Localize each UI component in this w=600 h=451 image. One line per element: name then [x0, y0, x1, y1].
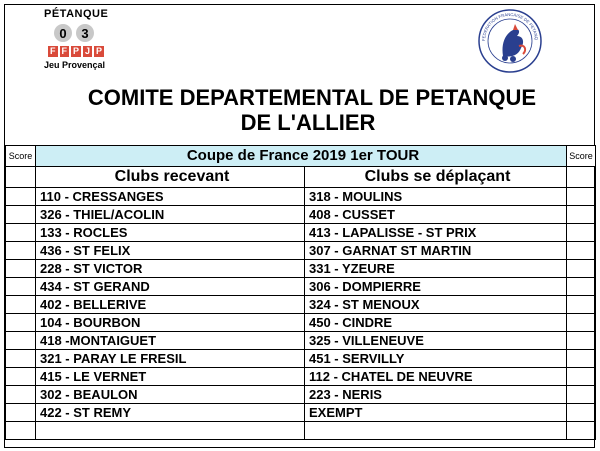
table-row — [6, 368, 596, 386]
table-row — [6, 386, 596, 404]
home-club: 302 - BEAULON — [36, 386, 305, 404]
score-cell — [6, 404, 36, 422]
logo-digit: 0 — [54, 24, 72, 42]
score-cell — [567, 260, 596, 278]
home-club: 415 - LE VERNET — [36, 368, 305, 386]
score-cell — [6, 278, 36, 296]
score-cell — [6, 167, 36, 188]
away-club: 324 - ST MENOUX — [305, 296, 567, 314]
score-cell — [6, 314, 36, 332]
away-club: 112 - CHATEL DE NEUVRE — [305, 368, 567, 386]
logo-letter: P — [73, 46, 80, 56]
score-cell — [567, 224, 596, 242]
score-cell — [567, 278, 596, 296]
score-cell — [567, 404, 596, 422]
competition-title: Coupe de France 2019 1er TOUR — [36, 146, 567, 167]
score-cell — [6, 332, 36, 350]
away-club: 408 - CUSSET — [305, 206, 567, 224]
score-cell — [6, 260, 36, 278]
score-cell — [6, 296, 36, 314]
table-row — [6, 260, 596, 278]
home-club: 418 -MONTAIGUET — [36, 332, 305, 350]
logo-letter: J — [85, 46, 91, 56]
score-cell — [567, 242, 596, 260]
table-row — [6, 206, 596, 224]
away-club — [305, 422, 567, 440]
page-title-line-2: DE L'ALLIER — [240, 110, 376, 135]
home-club: 436 - ST FELIX — [36, 242, 305, 260]
home-club: 326 - THIEL/ACOLIN — [36, 206, 305, 224]
table-row — [6, 314, 596, 332]
score-cell — [567, 314, 596, 332]
score-cell — [6, 206, 36, 224]
score-cell — [6, 422, 36, 440]
logo-letter: F — [50, 46, 56, 56]
score-cell — [567, 206, 596, 224]
logo-letter: P — [96, 46, 103, 56]
score-cell — [567, 167, 596, 188]
score-cell — [567, 422, 596, 440]
home-clubs-header: Clubs recevant — [36, 167, 305, 188]
away-club: 318 - MOULINS — [305, 188, 567, 206]
away-club: 331 - YZEURE — [305, 260, 567, 278]
home-club: 434 - ST GERAND — [36, 278, 305, 296]
table-row — [6, 224, 596, 242]
table-row — [6, 350, 596, 368]
logo-federation-letters — [48, 46, 104, 57]
score-cell — [567, 386, 596, 404]
score-cell — [567, 296, 596, 314]
away-club: 306 - DOMPIERRE — [305, 278, 567, 296]
svg-text:FEDERATION FRANCAISE DE PETANQ: FEDERATION FRANCAISE DE PETANQ — [480, 11, 540, 42]
home-club: 321 - PARAY LE FRESIL — [36, 350, 305, 368]
logo-tagline: Jeu Provençal — [44, 60, 106, 70]
logo-digits — [54, 24, 94, 42]
logo-digit: 3 — [76, 24, 94, 42]
column-header-row — [6, 167, 596, 188]
away-club: 325 - VILLENEUVE — [305, 332, 567, 350]
score-cell — [567, 188, 596, 206]
score-left-header: Score — [6, 146, 36, 167]
score-cell — [6, 368, 36, 386]
logo-brand: PÉTANQUE — [44, 8, 109, 20]
competition-row — [6, 146, 596, 167]
score-cell — [567, 332, 596, 350]
away-club: 451 - SERVILLY — [305, 350, 567, 368]
table-row — [6, 422, 596, 440]
away-club: 450 - CINDRE — [305, 314, 567, 332]
table-row — [6, 332, 596, 350]
home-club — [36, 422, 305, 440]
logo-letter: F — [61, 46, 67, 56]
home-club: 104 - BOURBON — [36, 314, 305, 332]
score-cell — [567, 350, 596, 368]
score-cell — [6, 188, 36, 206]
score-cell — [6, 350, 36, 368]
table-row — [6, 296, 596, 314]
home-club: 133 - ROCLES — [36, 224, 305, 242]
score-cell — [6, 224, 36, 242]
table-row — [6, 188, 596, 206]
away-club: EXEMPT — [305, 404, 567, 422]
score-right-header: Score — [567, 146, 596, 167]
away-club: 307 - GARNAT ST MARTIN — [305, 242, 567, 260]
federation-seal-logo — [475, 6, 545, 76]
home-club: 110 - CRESSANGES — [36, 188, 305, 206]
score-cell — [6, 386, 36, 404]
away-clubs-header: Clubs se déplaçant — [305, 167, 567, 188]
table-row — [6, 404, 596, 422]
draw-table — [5, 145, 596, 440]
table-row — [6, 242, 596, 260]
away-club: 223 - NERIS — [305, 386, 567, 404]
home-club: 422 - ST REMY — [36, 404, 305, 422]
home-club: 228 - ST VICTOR — [36, 260, 305, 278]
home-club: 402 - BELLERIVE — [36, 296, 305, 314]
score-cell — [567, 368, 596, 386]
away-club: 413 - LAPALISSE - ST PRIX — [305, 224, 567, 242]
table-row — [6, 278, 596, 296]
page-title-line-1: COMITE DEPARTEMENTAL DE PETANQUE — [87, 85, 537, 110]
score-cell — [6, 242, 36, 260]
